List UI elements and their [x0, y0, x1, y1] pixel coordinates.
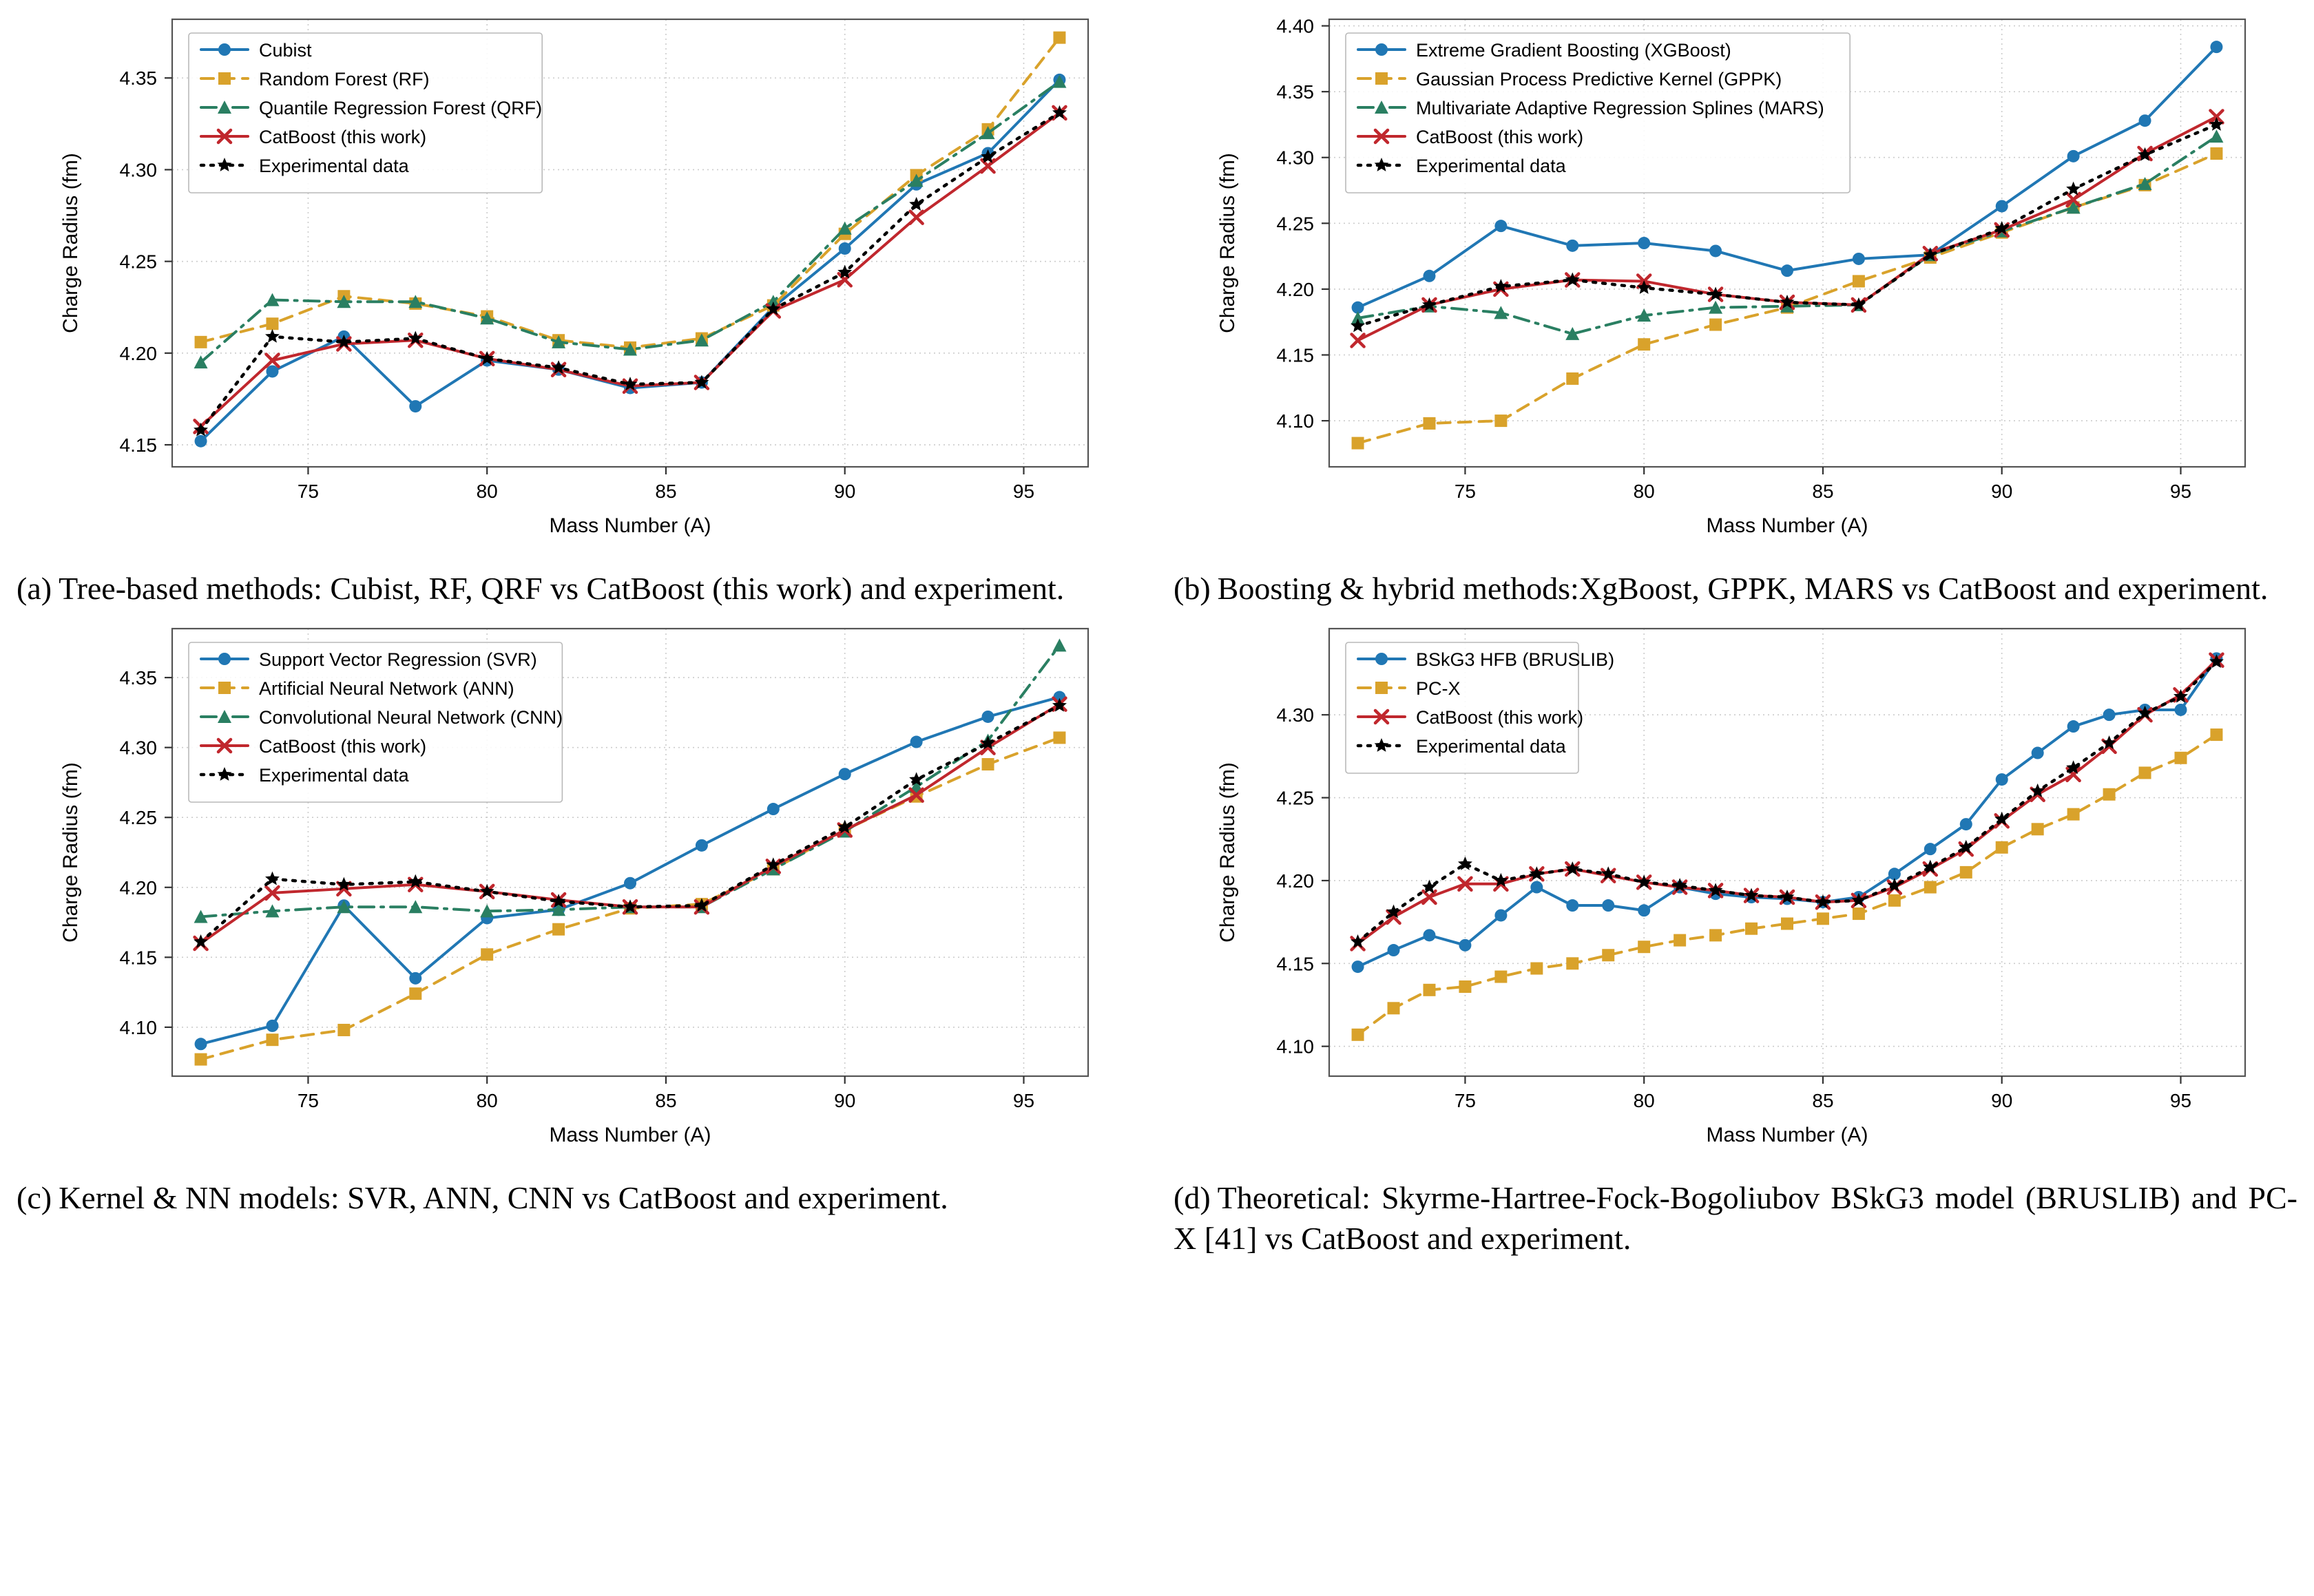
- chart-svg-a: [41, 7, 1116, 551]
- svg-text:85: 85: [655, 481, 677, 502]
- svg-text:4.15: 4.15: [1276, 344, 1314, 366]
- svg-text:90: 90: [1991, 481, 2013, 502]
- caption-a-text: Tree-based methods: Cubist, RF, QRF vs CatBoost (this work) and experiment.: [59, 571, 1065, 606]
- caption-a-label: (a): [17, 571, 52, 606]
- svg-text:4.10: 4.10: [119, 1016, 157, 1038]
- chart-panel-a: [41, 7, 1116, 551]
- caption-b-text: Boosting & hybrid methods:XgBoost, GPPK, MARS vs CatBoost and experiment.: [1217, 571, 2269, 606]
- svg-text:4.20: 4.20: [119, 876, 157, 899]
- svg-text:4.30: 4.30: [119, 159, 157, 181]
- svg-text:95: 95: [2169, 481, 2192, 502]
- svg-text:4.35: 4.35: [119, 666, 157, 689]
- caption-d-label: (d): [1174, 1179, 1211, 1215]
- chart-panel-c: [41, 616, 1116, 1160]
- caption-b-label: (b): [1174, 571, 1211, 606]
- svg-text:Cubist: Cubist: [259, 40, 312, 61]
- svg-text:Mass Number (A): Mass Number (A): [549, 1123, 711, 1146]
- svg-text:Charge Radius (fm): Charge Radius (fm): [1216, 762, 1239, 943]
- svg-text:4.30: 4.30: [1276, 704, 1314, 726]
- caption-c: [17, 1178, 1140, 1219]
- svg-text:95: 95: [2169, 1089, 2192, 1111]
- svg-text:4.15: 4.15: [119, 947, 157, 969]
- svg-text:Experimental data: Experimental data: [1416, 156, 1566, 176]
- svg-text:Quantile Regression Forest (QR: Quantile Regression Forest (QRF): [259, 98, 543, 118]
- svg-text:4.25: 4.25: [1276, 213, 1314, 235]
- svg-text:4.35: 4.35: [119, 67, 157, 90]
- svg-text:CatBoost (this work): CatBoost (this work): [259, 735, 427, 757]
- svg-text:4.25: 4.25: [119, 251, 157, 273]
- svg-text:80: 80: [476, 481, 498, 502]
- svg-text:BSkG3 HFB (BRUSLIB): BSkG3 HFB (BRUSLIB): [1416, 649, 1615, 670]
- svg-text:95: 95: [1012, 481, 1035, 502]
- svg-text:4.20: 4.20: [1276, 870, 1314, 892]
- svg-text:Random Forest (RF): Random Forest (RF): [259, 69, 430, 90]
- subfigure-c: [0, 609, 1157, 1259]
- svg-text:Support Vector Regression (SVR: Support Vector Regression (SVR): [259, 649, 537, 670]
- svg-text:95: 95: [1012, 1089, 1035, 1111]
- svg-text:80: 80: [1633, 481, 1655, 502]
- svg-text:80: 80: [1633, 1089, 1655, 1111]
- subfigure-b: [1157, 0, 2314, 609]
- svg-text:CatBoost (this work): CatBoost (this work): [259, 127, 427, 147]
- svg-text:CatBoost (this work): CatBoost (this work): [1416, 706, 1584, 728]
- svg-text:Multivariate Adaptive Regressi: Multivariate Adaptive Regression Splines (MARS): [1416, 98, 1824, 118]
- svg-text:85: 85: [1812, 1089, 1834, 1111]
- subfigure-a: [0, 0, 1157, 609]
- chart-panel-d: [1198, 616, 2273, 1160]
- caption-b: [1174, 569, 2297, 609]
- svg-text:4.40: 4.40: [1276, 15, 1314, 37]
- svg-text:4.10: 4.10: [1276, 1036, 1314, 1058]
- svg-text:85: 85: [655, 1089, 677, 1111]
- svg-text:90: 90: [834, 1089, 856, 1111]
- svg-text:Mass Number (A): Mass Number (A): [549, 514, 711, 537]
- svg-text:Charge Radius (fm): Charge Radius (fm): [59, 153, 82, 333]
- svg-text:90: 90: [834, 481, 856, 502]
- svg-text:PC-X: PC-X: [1416, 678, 1461, 699]
- caption-d: [1174, 1178, 2297, 1259]
- svg-text:Convolutional Neural Network (: Convolutional Neural Network (CNN): [259, 706, 563, 728]
- svg-text:Mass Number (A): Mass Number (A): [1706, 514, 1868, 537]
- svg-text:4.25: 4.25: [1276, 787, 1314, 809]
- svg-text:4.20: 4.20: [119, 342, 157, 364]
- svg-text:75: 75: [1454, 481, 1476, 502]
- svg-text:85: 85: [1812, 481, 1834, 502]
- svg-text:Extreme Gradient Boosting (XGB: Extreme Gradient Boosting (XGBoost): [1416, 40, 1731, 61]
- svg-text:Experimental data: Experimental data: [259, 156, 409, 176]
- svg-text:75: 75: [297, 481, 319, 502]
- svg-text:4.20: 4.20: [1276, 278, 1314, 300]
- svg-text:75: 75: [1454, 1089, 1476, 1111]
- svg-text:Mass Number (A): Mass Number (A): [1706, 1123, 1868, 1146]
- svg-text:4.30: 4.30: [119, 737, 157, 759]
- caption-a: [17, 569, 1140, 609]
- svg-text:Charge Radius (fm): Charge Radius (fm): [1216, 153, 1239, 333]
- caption-d-text: Theoretical: Skyrme-Hartree-Fock-Bogoliubov BSkG3 model (BRUSLIB) and PC-X [41] vs CatBoost and experiment.: [1174, 1179, 2297, 1256]
- chart-panel-b: [1198, 7, 2273, 551]
- svg-text:80: 80: [476, 1089, 498, 1111]
- caption-c-text: Kernel & NN models: SVR, ANN, CNN vs CatBoost and experiment.: [59, 1179, 948, 1215]
- svg-text:4.15: 4.15: [119, 434, 157, 456]
- svg-text:Experimental data: Experimental data: [1416, 735, 1566, 757]
- svg-text:Experimental data: Experimental data: [259, 764, 409, 786]
- svg-text:4.35: 4.35: [1276, 81, 1314, 103]
- svg-text:90: 90: [1991, 1089, 2013, 1111]
- svg-text:CatBoost (this work): CatBoost (this work): [1416, 127, 1584, 147]
- svg-text:Charge Radius (fm): Charge Radius (fm): [59, 762, 82, 943]
- svg-text:4.30: 4.30: [1276, 147, 1314, 169]
- svg-text:4.25: 4.25: [119, 807, 157, 829]
- caption-c-label: (c): [17, 1179, 52, 1215]
- subfigure-d: [1157, 609, 2314, 1259]
- svg-text:Artificial Neural Network (ANN: Artificial Neural Network (ANN): [259, 678, 514, 699]
- svg-text:75: 75: [297, 1089, 319, 1111]
- svg-text:Gaussian Process Predictive Ke: Gaussian Process Predictive Kernel (GPPK): [1416, 69, 1782, 90]
- svg-text:4.10: 4.10: [1276, 410, 1314, 432]
- chart-svg-d: [1198, 616, 2273, 1160]
- svg-text:4.15: 4.15: [1276, 953, 1314, 975]
- chart-svg-c: [41, 616, 1116, 1160]
- chart-svg-b: [1198, 7, 2273, 551]
